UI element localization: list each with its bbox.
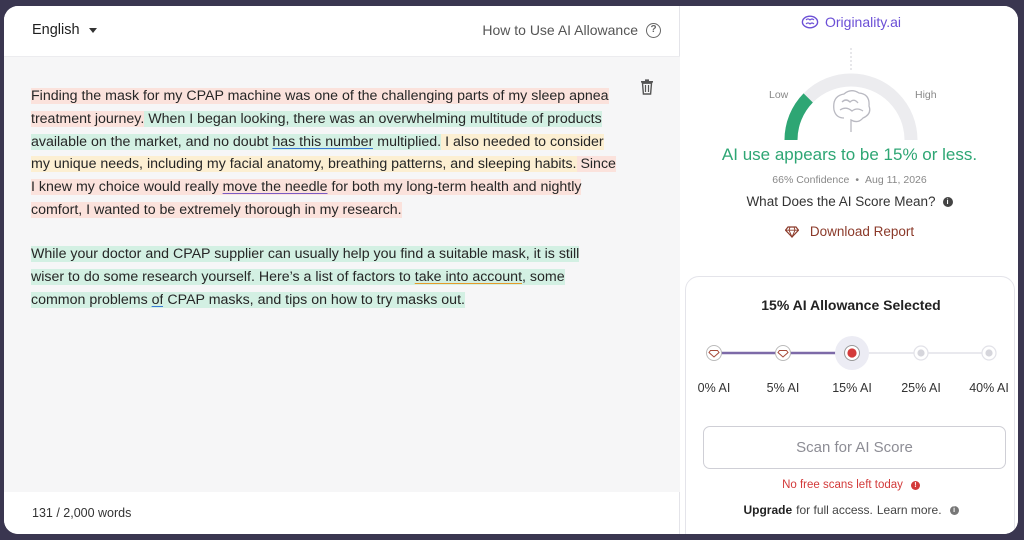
score-meaning-label: What Does the AI Score Mean?	[746, 194, 936, 209]
scan-date: Aug 11, 2026	[865, 174, 927, 186]
gauge-high-label: High	[915, 89, 937, 101]
brand-name: Originality.ai	[825, 14, 901, 30]
brain-icon	[834, 91, 870, 132]
editor-paragraph-1	[31, 85, 616, 222]
slider-stop-label[interactable]: 0% AI	[697, 381, 731, 395]
slider-stop[interactable]	[982, 346, 996, 360]
highlighted-text-segment: move the needle	[222, 179, 328, 196]
highlighted-text-segment: I also needed to consider my unique needs, including my facial anatomy, breathing patterns, and sleeping habits.	[31, 133, 604, 173]
highlighted-text-segment: While your doctor and CPAP supplier can usually help you find a suitable mask, it is still wiser to do some research yourself. Here’s a list of factors to	[31, 246, 580, 285]
slider-stop-label[interactable]: 40% AI	[969, 381, 1009, 395]
results-panel	[681, 6, 1018, 534]
slider-stop-label[interactable]: 5% AI	[766, 381, 800, 395]
confidence-text: 66% Confidence	[772, 174, 850, 186]
ai-allowance-card	[685, 276, 1015, 534]
score-meaning-link[interactable]	[681, 194, 1018, 209]
highlighted-text-segment: Since I knew my choice would really	[31, 156, 616, 196]
download-report-label: Download Report	[809, 224, 915, 239]
upgrade-text: for full access.	[796, 503, 873, 517]
slider-stop[interactable]	[835, 336, 869, 370]
highlighted-text-segment: has this number	[272, 133, 374, 150]
slider-stop[interactable]	[776, 346, 791, 361]
gem-icon	[785, 226, 799, 238]
gauge-fill	[791, 98, 808, 140]
highlighted-text-segment: , some common problems	[31, 268, 565, 308]
ai-result-text: AI use appears to be 15% or less.	[721, 145, 978, 164]
highlighted-text-segment: When I began looking, there was an overwhelming multitude of products available on the market, and no doubt	[31, 110, 602, 150]
highlighted-text-segment: take into account	[414, 268, 523, 285]
trash-icon[interactable]	[640, 79, 654, 95]
word-count: 131 / 2,000 words	[32, 506, 132, 520]
info-icon: i	[950, 506, 959, 515]
highlighted-text-segment: of	[151, 291, 164, 308]
info-icon: i	[943, 197, 953, 207]
alert-icon: !	[911, 481, 920, 490]
allowance-title: 15% AI Allowance Selected	[761, 297, 941, 313]
editor-panel	[4, 6, 680, 534]
gauge-low-label: Low	[769, 89, 789, 101]
chevron-down-icon	[89, 28, 97, 33]
slider-stop[interactable]	[707, 346, 722, 361]
language-label: English	[32, 22, 80, 38]
upgrade-row	[686, 503, 1016, 517]
how-to-use-label: How to Use AI Allowance	[482, 22, 638, 38]
highlighted-text-segment: Finding the mask for my CPAP machine was one of the challenging parts of my sleep apnea treatment journey.	[31, 88, 609, 127]
highlighted-text-segment: for both my long-term health and nightly comfort, I wanted to be extremely thorough in my research.	[31, 179, 582, 218]
ai-score-gauge	[766, 48, 936, 148]
slider-stop[interactable]	[914, 346, 928, 360]
brain-logo-icon	[801, 15, 819, 29]
download-report-button[interactable]	[681, 224, 1018, 239]
text-editor[interactable]	[4, 56, 680, 492]
result-meta	[681, 174, 1018, 186]
app-window	[4, 6, 1018, 534]
separator-dot: •	[855, 174, 860, 186]
learn-more-link[interactable]: Learn more.	[876, 503, 942, 517]
highlighted-text-segment: multiplied.	[373, 133, 442, 150]
allowance-slider[interactable]	[686, 333, 1016, 373]
no-scans-label: No free scans left today	[782, 479, 903, 491]
scan-ai-score-button[interactable]: Scan for AI Score	[703, 426, 1006, 469]
language-select[interactable]	[32, 22, 97, 38]
how-to-use-link[interactable]	[482, 22, 661, 38]
editor-paragraph-2	[31, 243, 616, 311]
no-scans-message	[686, 479, 1016, 491]
slider-stop-label[interactable]: 15% AI	[832, 381, 872, 395]
question-circle-icon: ?	[646, 23, 661, 38]
brand-logo	[801, 14, 901, 30]
highlighted-text-segment: CPAP masks, and tips on how to try masks out.	[163, 291, 465, 308]
slider-stop-label[interactable]: 25% AI	[901, 381, 941, 395]
upgrade-link[interactable]: Upgrade	[743, 503, 793, 517]
